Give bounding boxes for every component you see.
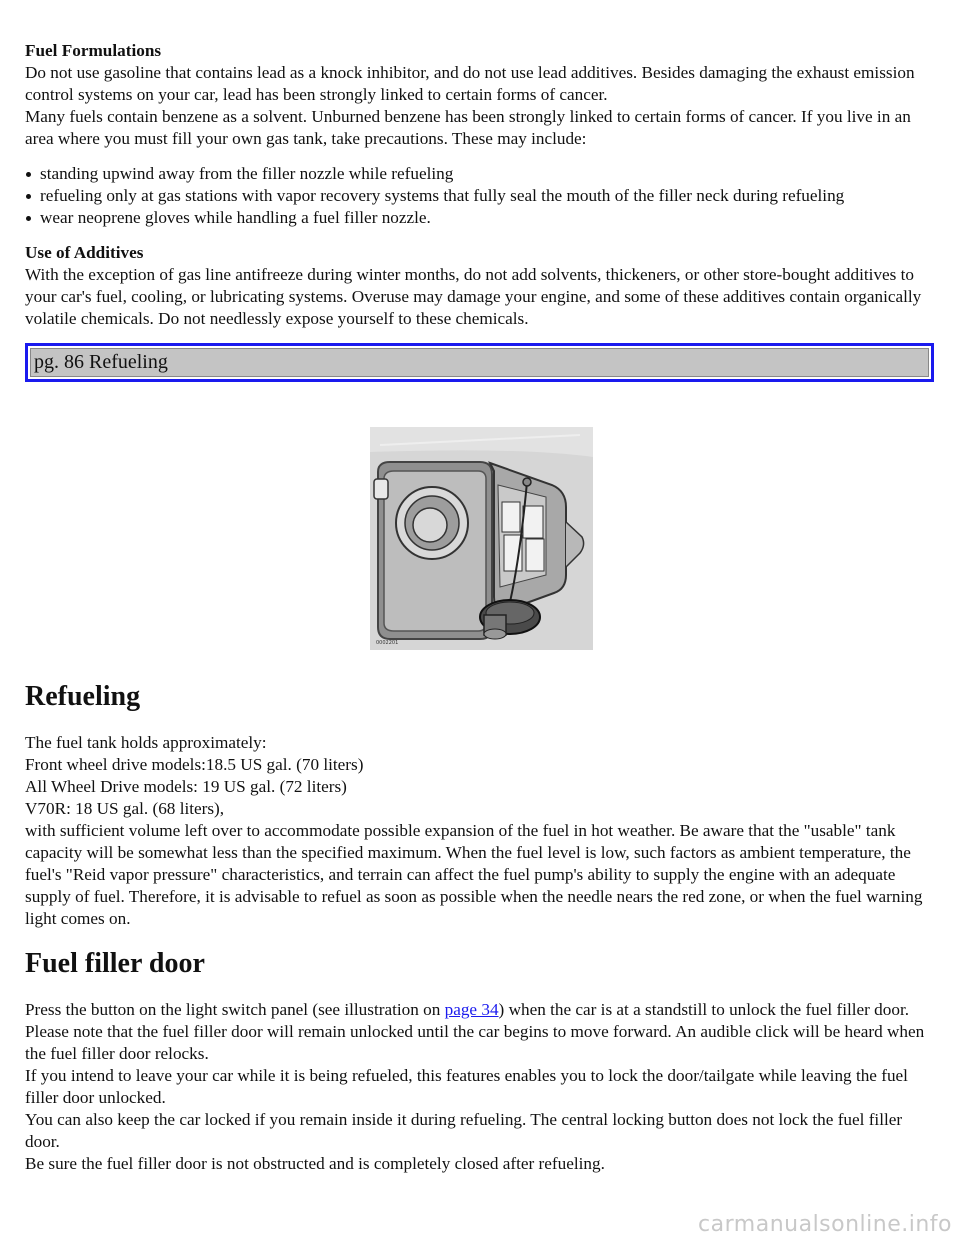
filler-door-text-before-link: Press the button on the light switch panel (see illustration on bbox=[25, 1000, 445, 1019]
tether-anchor bbox=[523, 478, 531, 486]
fuel-label-2 bbox=[523, 506, 543, 538]
watermark: carmanualsonline.info bbox=[698, 1212, 952, 1237]
precautions-list bbox=[25, 163, 937, 229]
additives-para: With the exception of gas line antifreeze during winter months, do not add solvents, thickeners, or other store-bought additives to your car's fuel, cooling, or lubricating systems. Overuse may damage your engine, and some of these additives contain organically volatile chemicals. Do not needlessly expose yourself to these chemicals. bbox=[25, 265, 922, 328]
additives-section bbox=[25, 242, 937, 330]
filler-neck-opening bbox=[413, 508, 447, 542]
fuel-filler-drawing bbox=[370, 427, 593, 650]
fuel-formulations-para-2: Many fuels contain benzene as a solvent. Unburned benzene has been strongly linked to certain forms of cancer. If you live in an area where you must fill your own gas tank, take precautions. These may include: bbox=[25, 107, 911, 148]
refueling-para: with sufficient volume left over to accommodate possible expansion of the fuel in hot weather. Be aware that the "usable" tank capacity will be somewhat less than the specified maximum. When the fuel level is low, such factors as ambient temperature, the fuel's "Reid vapor pressure" characteristics, and terrain can affect the fuel pump's ability to supply the engine with an adequate supply of fuel. Therefore, it is advisable to refuel as soon as possible when the needle nears the red zone, or when the fuel warning light comes on. bbox=[25, 821, 923, 928]
fuel-formulations-para-1: Do not use gasoline that contains lead as a knock inhibitor, and do not use lead additives. Besides damaging the exhaust emission control systems on your car, lead has been strongly linked to certain forms of cancer. bbox=[25, 63, 915, 104]
filler-door-para-2: If you intend to leave your car while it is being refueled, this features enables you to lock the door/tailgate while leaving the fuel filler door unlocked. bbox=[25, 1066, 908, 1107]
lock-tab bbox=[374, 479, 388, 499]
fuel-cap-end bbox=[484, 629, 506, 639]
fuel-formulations-section bbox=[25, 40, 937, 229]
filler-door-para-1 bbox=[25, 999, 937, 1065]
figure-code: 0002201 bbox=[375, 640, 398, 646]
capacity-line: Front wheel drive models:18.5 US gal. (70 liters) bbox=[25, 755, 364, 774]
filler-door-para-3: You can also keep the car locked if you remain inside it during refueling. The central locking button does not lock the fuel filler door. bbox=[25, 1110, 903, 1151]
fuel-filler-illustration bbox=[370, 427, 593, 650]
page-banner bbox=[25, 343, 934, 382]
page-banner-label: pg. 86 Refueling bbox=[30, 348, 929, 377]
filler-door-para-4: Be sure the fuel filler door is not obstructed and is completely closed after refueling. bbox=[25, 1154, 605, 1173]
page-34-link[interactable]: page 34 bbox=[444, 1000, 499, 1019]
filler-door-text-after-link: ) when the car is at a standstill to unlock the fuel filler door. Please note that the fuel filler door will remain unlocked until the car begins to move forward. An audible click will be heard when the fuel filler door relocks. bbox=[25, 1000, 925, 1063]
fuel-filler-door-heading: Fuel filler door bbox=[25, 948, 205, 979]
fuel-label-1 bbox=[502, 502, 520, 532]
refueling-intro: The fuel tank holds approximately: bbox=[25, 733, 267, 752]
refueling-section bbox=[25, 732, 937, 930]
refueling-heading: Refueling bbox=[25, 681, 141, 712]
fuel-filler-door-section bbox=[25, 999, 937, 1175]
list-item: wear neoprene gloves while handling a fuel filler nozzle. bbox=[40, 207, 937, 229]
manual-page bbox=[25, 40, 937, 1175]
capacity-line: All Wheel Drive models: 19 US gal. (72 liters) bbox=[25, 777, 347, 796]
additives-title: Use of Additives bbox=[25, 243, 144, 262]
capacity-line: V70R: 18 US gal. (68 liters), bbox=[25, 799, 225, 818]
fuel-formulations-title: Fuel Formulations bbox=[25, 41, 162, 60]
fuel-label-4 bbox=[526, 539, 544, 571]
list-item: standing upwind away from the filler nozzle while refueling bbox=[40, 163, 937, 185]
list-item: refueling only at gas stations with vapor recovery systems that fully seal the mouth of the filler neck during refueling bbox=[40, 185, 937, 207]
